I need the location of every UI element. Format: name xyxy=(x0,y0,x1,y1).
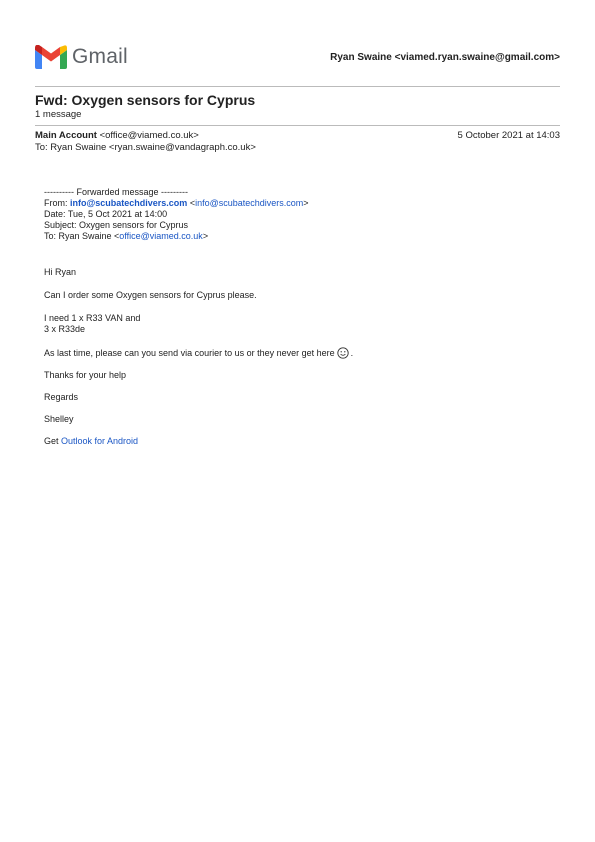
thread-subject: Fwd: Oxygen sensors for Cyprus xyxy=(35,92,256,108)
body-thanks: Thanks for your help xyxy=(44,370,127,380)
body-regards: Regards xyxy=(44,392,79,402)
forward-from-name-link[interactable]: info@scubatechdivers.com xyxy=(70,198,188,208)
forward-banner: ---------- Forwarded message --------- xyxy=(44,187,188,197)
forward-from-email-link[interactable]: info@scubatechdivers.com xyxy=(195,198,304,208)
body-outlook-line xyxy=(44,436,544,447)
body-get-text: Get xyxy=(44,436,62,446)
forward-to-bracket-close: > xyxy=(202,231,209,241)
sender-email: <office@viamed.co.uk> xyxy=(99,130,199,141)
sender-line xyxy=(35,130,256,142)
outlook-android-link[interactable]: Outlook for Android xyxy=(61,436,139,446)
forward-to-email-link[interactable]: office@viamed.co.uk xyxy=(119,231,203,241)
gmail-logo xyxy=(35,45,135,69)
body-line-courier-end: . xyxy=(350,348,354,358)
body-line-order-1: I need 1 x R33 VAN and xyxy=(44,313,141,323)
body-line-courier xyxy=(44,347,544,359)
body-line-request: Can I order some Oxygen sensors for Cyprus please. xyxy=(44,290,257,300)
gmail-wordmark: Gmail xyxy=(72,45,128,68)
forward-to-label: To: Ryan Swaine < xyxy=(44,231,120,241)
forward-from-bracket-open: < xyxy=(187,198,196,208)
message-date: 5 October 2021 at 14:03 xyxy=(457,130,560,141)
sender-name: Main Account xyxy=(35,130,97,141)
forward-from-label: From: xyxy=(44,198,70,208)
recipient-line: To: Ryan Swaine <ryan.swaine@vandagraph.co.uk> xyxy=(35,142,256,153)
account-info: Ryan Swaine <viamed.ryan.swaine@gmail.com> xyxy=(330,52,560,63)
forward-from xyxy=(44,198,544,209)
message-count: 1 message xyxy=(35,109,82,120)
thread-divider xyxy=(35,125,560,126)
forward-from-bracket-close: > xyxy=(303,198,309,208)
body-line-courier-text: As last time, please can you send via courier to us or they never get here xyxy=(44,348,335,358)
header-divider xyxy=(35,86,560,87)
forward-date: Date: Tue, 5 Oct 2021 at 14:00 xyxy=(44,209,168,219)
message-body xyxy=(44,187,544,447)
smiley-icon xyxy=(337,347,349,359)
forward-to xyxy=(44,231,544,242)
message-meta xyxy=(35,130,256,154)
gmail-m-icon xyxy=(35,45,67,69)
forward-subject: Subject: Oxygen sensors for Cyprus xyxy=(44,220,189,230)
body-greeting: Hi Ryan xyxy=(44,267,77,277)
body-line-order-2: 3 x R33de xyxy=(44,324,86,334)
body-signature: Shelley xyxy=(44,414,74,424)
